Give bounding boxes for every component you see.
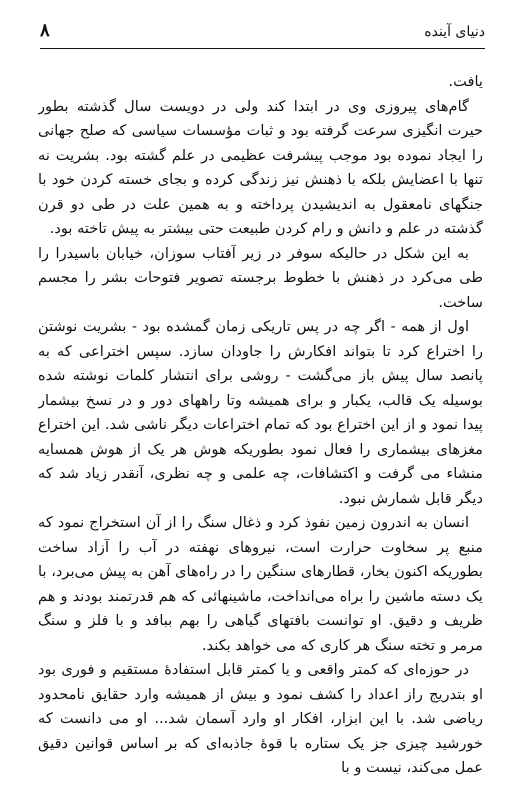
body-text [38, 70, 483, 792]
page-number: ۸ [40, 20, 50, 41]
paragraph: گام‌های پیروزی وی در ابتدا کند ولی در دویست سال گذشته بطور حیرت انگیزی سرعت گرفته بود و ثبات مؤسسات سیاسی که صلح جهانی را ایجاد نموده بود موجب پیشرفت عظیمی در علم گشته بود. بشریت نه تنها با اعضایش بلکه با ذهنش نیز زندگی کرده و بجای خسته کردن خود با جنگهای نامعقول به اندیشیدن پرداخته و به همین علت در طی دو قرن گذشته در علم و دانش و رام کردن طبیعت حتی بیشتر به پیش تاخته بود. [38, 97, 483, 237]
paragraph: اول از همه - اگر چه در پس تاریکی زمان گمشده بود - بشریت نوشتن را اختراع کرد تا بتواند افکارش را جاودان سازد. سپس اختراعی که به پانصد سال پیش باز می‌گشت - روشی برای انتشار کلمات نوشته شده بوسیله یک قالب، یکبار و برای همیشه وتا راههای دور و در نسخ بیشمار پیدا نمود و از این اختراع بود که تمام اختراعات دیگر ناشی شد. این اختراع مغزهای بیشماری را فعال نمود بطوریکه هوش هر یک از هوش همسایه منشاء می گرفت و اکتشافات، چه علمی و چه نظری، آنقدر زیاد شد که دیگر قابل شمارش نبود. [38, 318, 483, 507]
header-rule [40, 48, 485, 49]
running-header [40, 22, 485, 46]
paragraph: انسان به اندرون زمین نفوذ کرد و ذغال سنگ را از آن استخراج نمود که منبع پر سخاوت حرارت است، نیروهای نهفته در آب را آزاد ساخت بطوریکه اکنون بخار، قطارهای سنگین را در راه‌های آهن به پیش می‌برد، با یک دسته ماشین را براه می‌انداخت، ماشینهائی که هم قدرتمند بودند و هم ظریف و دقیق. او توانست بافتهای گیاهی را بهم ببافد و با فلز و سنگ مرمر و تخته سنگ هر کاری که می خواهد بکند. [38, 514, 483, 654]
running-title: دنیای آینده [424, 24, 485, 40]
paragraph: در حوزه‌ای که کمتر واقعی و یا کمتر قابل استفادهٔ مستقیم و فوری بود او بتدریج راز اعداد را کشف نمود و بیش از همیشه وارد حقایق نامحدود ریاضی شد. با این ابزار، افکار او وارد آسمان شد... او می دانست که خورشید چیزی جز یک ستاره با قوهٔ جاذبه‌ای که بر اساس قوانین دقیق عمل می‌کند، نیست و با [38, 661, 483, 776]
paragraph: به این شکل در حالیکه سوفر در زیر آفتاب سوزان، خیابان باسیدرا را طی می‌کرد در ذهنش با خطوط برجسته تصویر فتوحات بشر را مجسم ساخت. [38, 244, 483, 311]
paragraph-continuation: یافت. [448, 73, 483, 90]
